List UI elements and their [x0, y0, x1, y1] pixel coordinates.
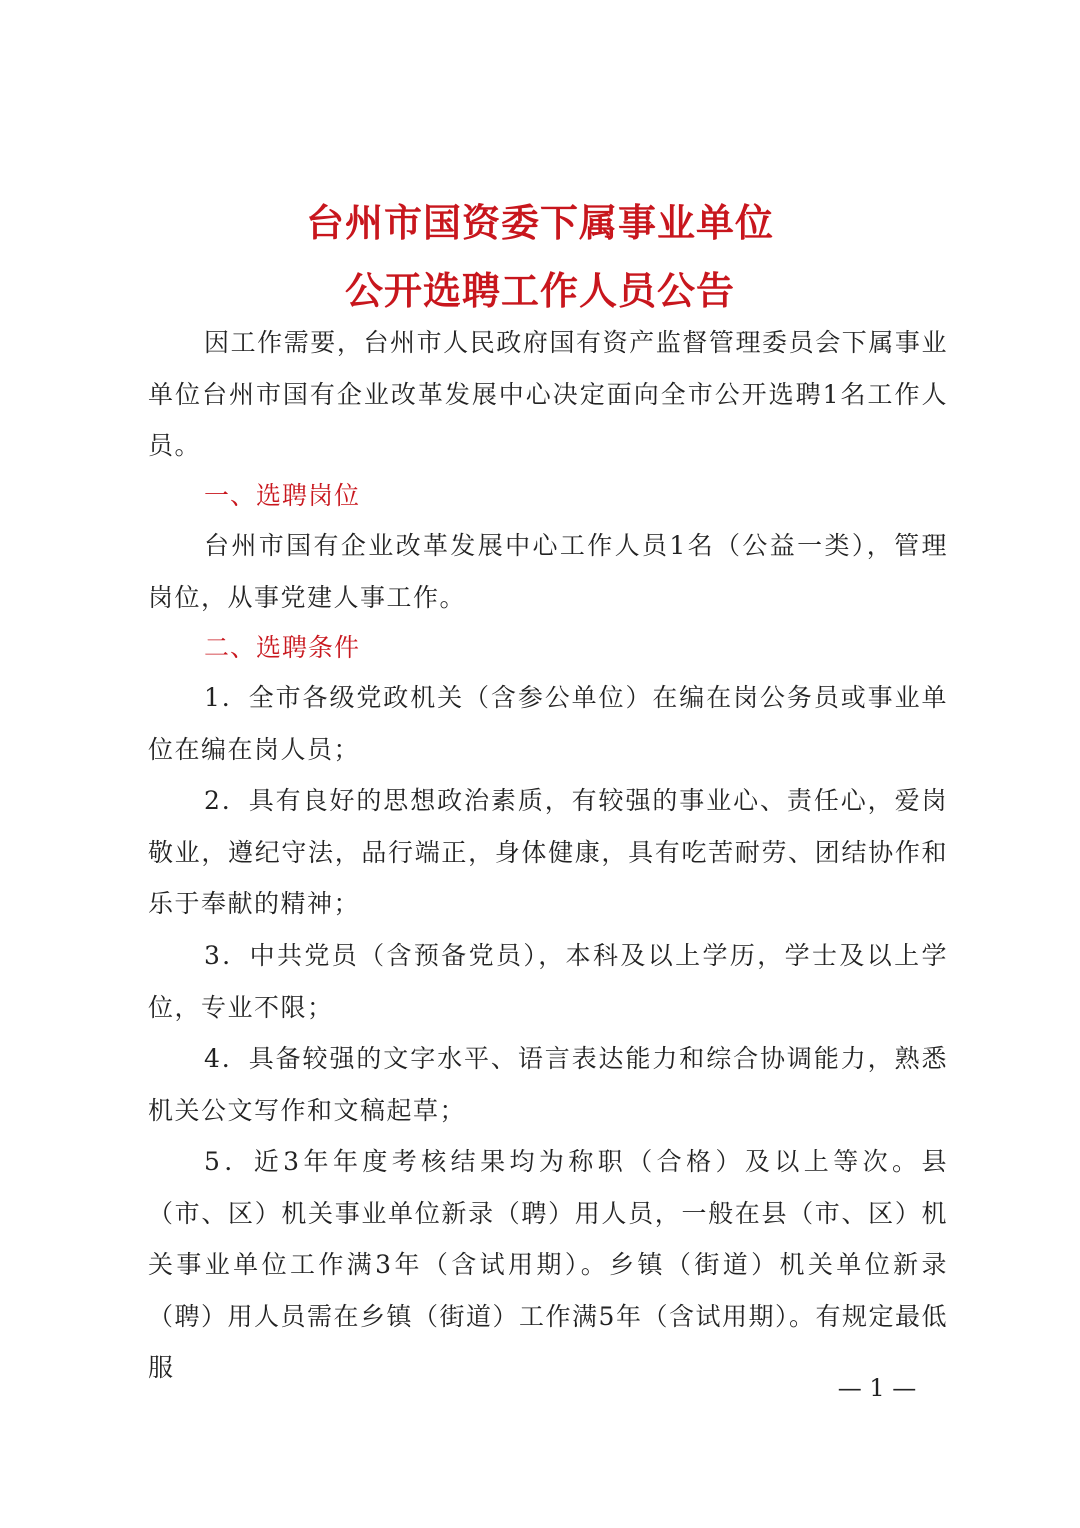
- intro-paragraph: 因工作需要，台州市人民政府国有资产监督管理委员会下属事业单位台州市国有企业改革发展中心决定面向全市公开选聘1名工作人员。: [148, 328, 948, 460]
- condition-item-2: 2．具有良好的思想政治素质，有较强的事业心、责任心，爱岗敬业，遵纪守法，品行端正，身体健康，具有吃苦耐劳、团结协作和乐于奉献的精神；: [148, 786, 948, 918]
- document-title-line-2: 公开选聘工作人员公告: [344, 269, 735, 313]
- condition-item-3: 3．中共党员（含预备党员），本科及以上学历，学士及以上学位，专业不限；: [148, 941, 948, 1022]
- condition-item-4: 4．具备较强的文字水平、语言表达能力和综合协调能力，熟悉机关公文写作和文稿起草；: [148, 1044, 948, 1125]
- document-title-line-1: 台州市国资委下属事业单位: [305, 201, 774, 245]
- condition-item-1: 1．全市各级党政机关（含参公单位）在编在岗公务员或事业单位在编在岗人员；: [148, 683, 948, 764]
- page-number: — 1 —: [837, 1374, 917, 1402]
- section-heading-conditions: 二、选聘条件: [204, 633, 361, 662]
- condition-item-5: 5．近3年年度考核结果均为称职（合格）及以上等次。县（市、区）机关事业单位新录（聘）用人员，一般在县（市、区）机关事业单位工作满3年（含试用期）。乡镇（街道）机关单位新录（聘）用人员需在乡镇（街道）工作满5年（含试用期）。有规定最低服: [148, 1147, 948, 1382]
- section-heading-positions: 一、选聘岗位: [204, 481, 361, 510]
- section-positions-text: 台州市国有企业改革发展中心工作人员1名（公益一类），管理岗位，从事党建人事工作。: [148, 531, 948, 612]
